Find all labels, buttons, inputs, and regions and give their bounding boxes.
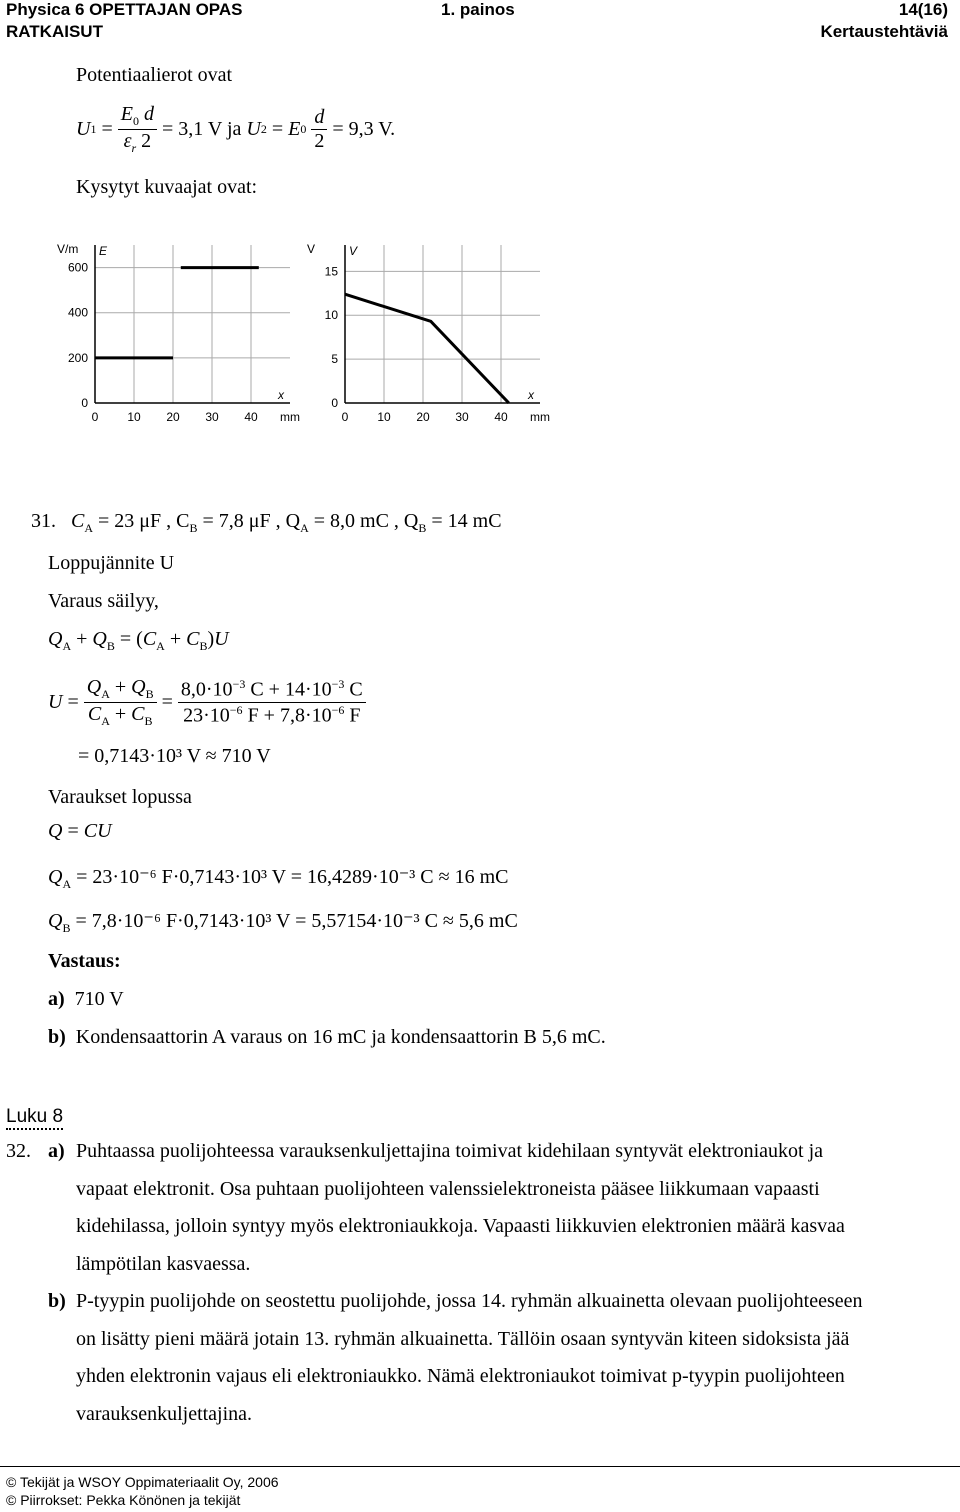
y-tick-label: 5	[331, 352, 338, 367]
footer-divider	[0, 1466, 960, 1467]
footer-line1: © Tekijät ja WSOY Oppimateriaalit Oy, 2006	[6, 1474, 279, 1490]
task32-number: 32.	[6, 1140, 31, 1162]
task31-given: 31. $C_A = 23$ μF , $C_B = 7,8$ μF , $Q_A = 8,0$ mC , $Q_B = 14$ mC	[31, 510, 502, 535]
qa-value: = 23·10⁻⁶ F·0,7143·10³ V = 16,4289·10⁻³ C ≈ 16 mC	[76, 866, 509, 888]
section-label: RATKAISUT	[6, 22, 103, 41]
x-tick-label: 0	[91, 410, 99, 424]
voltage-result: = 0,7143·10³ V ≈ 710 V	[78, 745, 271, 767]
electric-field-chart	[57, 242, 300, 424]
x-tick-label: 10	[127, 410, 141, 424]
y-tick-label: 400	[67, 305, 88, 320]
answer-a	[48, 988, 124, 1011]
qb-value: = 7,8·10⁻⁶ F·0,7143·10³ V = 5,57154·10⁻³ C ≈ 5,6 mC	[75, 910, 518, 932]
u2-result: = 9,3 V.	[332, 117, 396, 140]
charge-formula: Q = CU	[48, 820, 112, 842]
chapter-title: Luku 8	[6, 1106, 63, 1130]
x-axis-label: x	[278, 388, 284, 402]
graphs-title: Kysytyt kuvaajat ovat:	[76, 176, 258, 198]
answer-b-label: b)	[48, 1026, 66, 1048]
given-ca: = 23 μF , C	[98, 510, 190, 532]
x-unit-label: mm	[280, 410, 300, 424]
conservation-equation: $Q_A + Q_B = (C_A + C_B)U$	[48, 628, 229, 653]
section-topic: Kertaustehtäviä	[820, 22, 948, 41]
given-qb: = 14 mC	[431, 510, 502, 532]
given-cb: = 7,8 μF , Q	[202, 510, 301, 532]
series-label: V	[349, 244, 358, 258]
qa-calculation: $Q_A = 23\cdot 10^{-6}$ F·0,7143·10³ V = 16,4289·10⁻³ C ≈ 16 mC	[48, 866, 509, 891]
x-tick-label: 20	[166, 410, 180, 424]
y-tick-label: 0	[331, 396, 338, 410]
y-tick-label: 0	[81, 396, 88, 410]
page-number: 14(16)	[898, 0, 948, 19]
charges-end-label: Varaukset lopussa	[48, 786, 192, 808]
u1-result: = 3,1 V ja	[161, 117, 242, 140]
x-tick-label: 20	[416, 410, 430, 424]
edition: 1. painos	[441, 0, 515, 19]
potential-chart	[307, 242, 550, 424]
potentials-title: Potentiaalierot ovat	[76, 64, 233, 86]
x-tick-label: 40	[244, 410, 258, 424]
footer-line2: © Piirrokset: Pekka Könönen ja tekijät	[6, 1492, 241, 1508]
task32-b-label: b)	[48, 1290, 66, 1312]
task32-a-text: Puhtaassa puolijohteessa varauksenkuljettajina toimivat kidehilaan syntyvät elektroniaukot ja vapaat elektronit. Osa puhtaan puolijohteen valenssielektroneista pääsee liikkumaan vapaasti kidehilassa, jolloin syntyy myös elektroniaukkoja. Vapaasti liikkuvien elektronien määrä kasvaa lämpötilan kasvaessa.	[76, 1140, 845, 1275]
x-axis-label: x	[528, 388, 534, 402]
y-axis-label: V/m	[57, 242, 79, 256]
field-and-potential-charts	[55, 238, 555, 428]
voltage-formula: U = $\frac{Q_A + Q_B}{C_A + C_B}$ = $\frac{8,0\cdot 10^{-3} C + 14\cdot 10^{-3} C}{23\cdot 10^{-6} F + 7,8\cdot 10^{-6} F}$	[48, 670, 366, 734]
given-qa: = 8,0 mC , Q	[313, 510, 419, 532]
task32-a-label: a)	[48, 1140, 65, 1162]
final-voltage-label: Loppujännite U	[48, 552, 175, 574]
task32-b-text: P-tyypin puolijohde on seostettu puolijohde, jossa 14. ryhmän alkuainetta olevaan puolijohteeseen on lisätty pieni määrä jotain 13. ryhmän alkuainetta. Tällöin osaan syntyvän kiteen sidoksista jää yhden elektronin vajaus eli elektroniaukko. Nämä elektroniaukot toimivat p-tyypin puolijohteen varauksenkuljettajina.	[76, 1290, 863, 1425]
y-tick-label: 10	[324, 308, 338, 323]
answer-a-label: a)	[48, 988, 65, 1010]
x-tick-label: 30	[205, 410, 219, 424]
answer-b	[48, 1026, 606, 1049]
potentials-equation: U 1 = $\frac{E_0 d}{\varepsilon_r 2}$ = 3,1 V ja U 2 = E 0 $\frac{d}{2}$ = 9,3 V.	[76, 102, 396, 155]
y-axis-label: V	[307, 242, 316, 256]
x-tick-label: 10	[377, 410, 391, 424]
book-title: Physica 6 OPETTAJAN OPAS	[6, 0, 243, 19]
y-tick-label: 200	[67, 350, 88, 365]
data-line	[345, 294, 509, 403]
x-tick-label: 40	[494, 410, 508, 424]
y-tick-label: 15	[324, 264, 338, 279]
answer-title: Vastaus:	[48, 950, 121, 972]
x-tick-label: 0	[341, 410, 349, 424]
series-label: E	[99, 244, 108, 258]
qb-calculation: $Q_B = 7,8\cdot 10^{-6}$ F·0,7143·10³ V = 5,57154·10⁻³ C ≈ 5,6 mC	[48, 910, 518, 935]
x-unit-label: mm	[530, 410, 550, 424]
y-tick-label: 600	[67, 260, 88, 275]
answer-a-text: 710 V	[74, 988, 124, 1010]
task31-number: 31.	[31, 510, 56, 532]
x-tick-label: 30	[455, 410, 469, 424]
charge-conserved-label: Varaus säilyy,	[48, 590, 159, 612]
answer-b-text: Kondensaattorin A varaus on 16 mC ja kondensaattorin B 5,6 mC.	[75, 1026, 606, 1048]
